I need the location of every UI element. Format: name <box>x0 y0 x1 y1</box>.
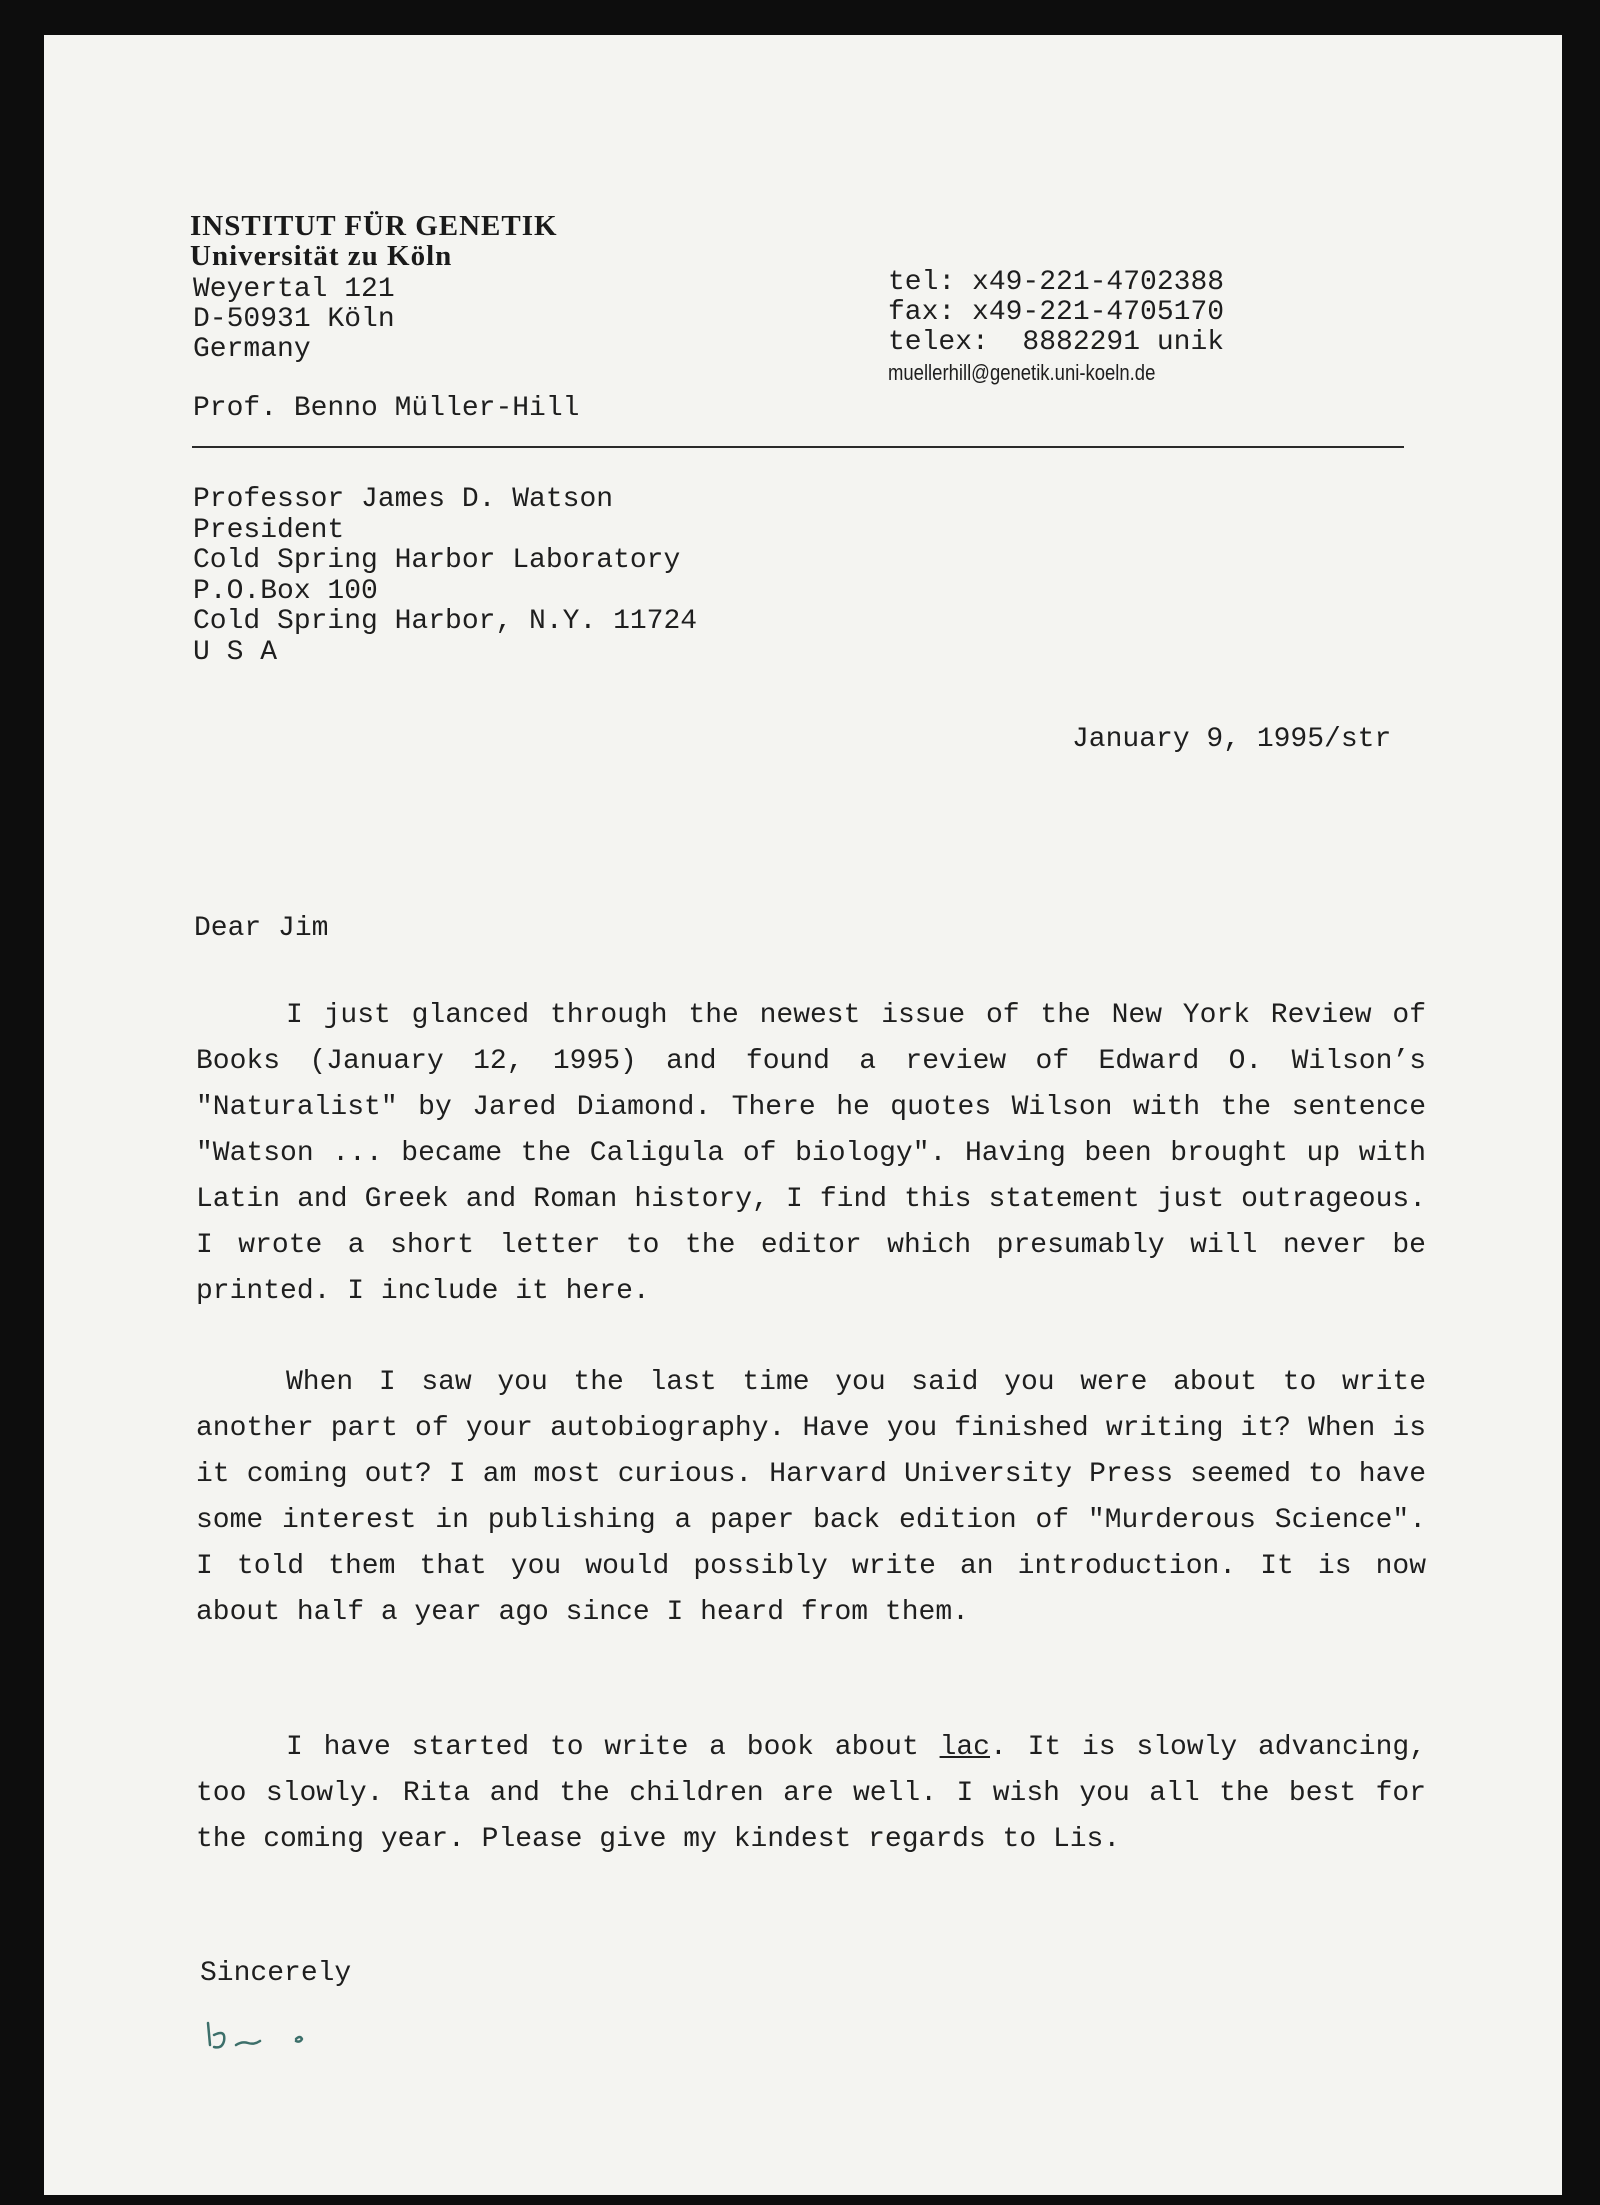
recipient-name: Professor James D. Watson <box>193 484 614 515</box>
closing: Sincerely <box>200 1958 352 1989</box>
recipient-organization: Cold Spring Harbor Laboratory <box>193 545 681 576</box>
letterhead-divider <box>192 446 1404 448</box>
fax-number: fax: x49-221-4705170 <box>888 297 1225 328</box>
recipient-title: President <box>193 515 345 546</box>
body-paragraph-1 <box>196 993 1426 1315</box>
institute-name: INSTITUT FÜR GENETIK <box>190 210 558 242</box>
letter-date: January 9, 1995/str <box>1072 724 1392 755</box>
city-address: D-50931 Köln <box>193 304 395 335</box>
email-address: muellerhill@genetik.uni-koeln.de <box>888 360 1156 385</box>
signature-initials <box>196 2015 336 2065</box>
recipient-pobox: P.O.Box 100 <box>193 576 378 607</box>
body-paragraph-3-start: I have started to write a book about <box>286 1732 940 1763</box>
telex-number: telex: 8882291 unik <box>888 327 1225 358</box>
sender-name: Prof. Benno Müller-Hill <box>193 393 580 424</box>
body-paragraph-1-text: I just glanced through the newest issue of the New York Review of Books (January 12, 1995) and found a review of Edward O. Wilson’s "Naturalist" by Jared Diamond. There he quotes Wilson with the sentence "Watson ... became the Caligula of biology". Having been brought up with Latin and Greek and Roman history, I find this statement just outrageous. I wrote a short letter to the editor which presumably will never be printed. I include it here. <box>196 1000 1426 1307</box>
recipient-country: U S A <box>193 637 278 668</box>
body-paragraph-3-end: . It is slowly advancing, too slowly. Rita and the children are well. I wish you all the best for the coming year. Please give my kindest regards to Lis. <box>196 1732 1427 1855</box>
recipient-city: Cold Spring Harbor, N.Y. 11724 <box>193 606 698 637</box>
body-paragraph-2-text: When I saw you the last time you said you were about to write another part of your autobiography. Have you finished writing it? When is it coming out? I am most curious. Harvard University Press seemed to have some interest in publishing a paper back edition of "Murderous Science". I told them that you would possibly write an introduction. It is now about half a year ago since I heard from them. <box>196 1367 1426 1628</box>
street-address: Weyertal 121 <box>193 274 395 305</box>
salutation: Dear Jim <box>194 913 329 944</box>
lac-underlined-word: lac <box>939 1732 990 1763</box>
country-address: Germany <box>193 334 311 365</box>
body-paragraph-3 <box>196 1725 1426 1863</box>
university-name: Universität zu Köln <box>190 240 453 272</box>
telephone-number: tel: x49-221-4702388 <box>888 267 1225 298</box>
body-paragraph-2 <box>196 1360 1426 1636</box>
